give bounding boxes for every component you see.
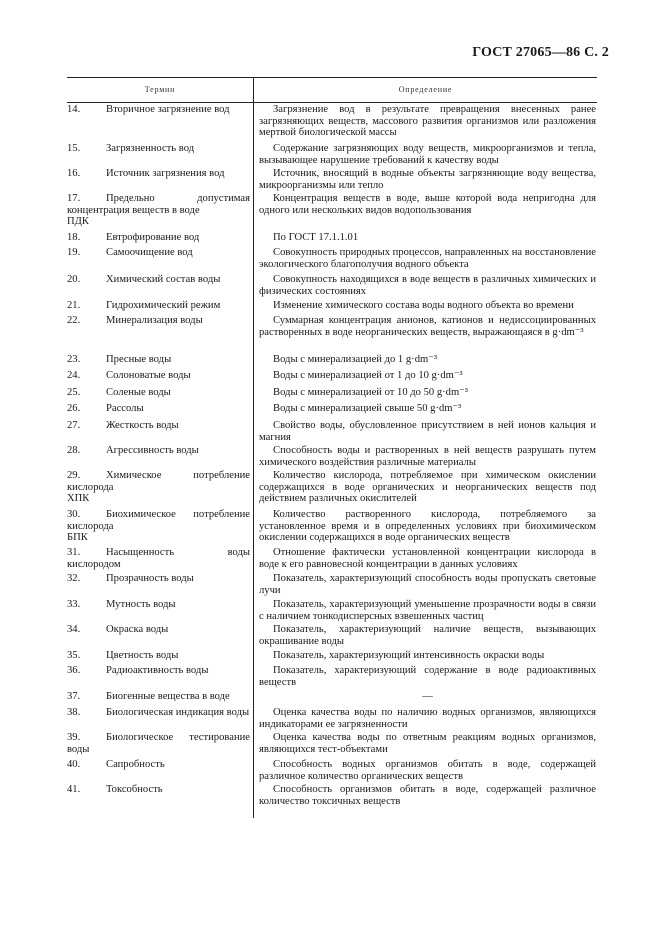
term-cell [67, 193, 250, 228]
term-cell [67, 403, 250, 415]
term-number: 39. [67, 732, 81, 743]
term-text: Жесткость воды [106, 420, 179, 431]
term-text: Рассолы [106, 403, 144, 414]
term-cell [67, 420, 250, 432]
column-divider [253, 77, 254, 818]
definition-cell: Способность организмов обитать в воде, содержащей различное количество токсичных веществ [259, 784, 596, 807]
term-text: Радиоактивность воды [106, 665, 209, 676]
term-cell [67, 509, 250, 544]
term-text: Самоочищение вод [106, 247, 193, 258]
term-number: 28. [67, 445, 81, 456]
term-cell [67, 650, 250, 662]
term-text: Биохимическое потребление кислорода [67, 509, 250, 532]
definition-cell: Способность водных организмов обитать в воде, содержащей различное количество органических веществ [259, 759, 596, 782]
term-cell [67, 247, 250, 259]
term-number: 31. [67, 547, 81, 558]
term-number: 30. [67, 509, 81, 520]
term-number: 35. [67, 650, 81, 661]
term-cell [67, 232, 250, 244]
term-cell [67, 759, 250, 771]
definition-cell: Оценка качества воды по наличию водных организмов, являющихся индикаторами ее загрязненности [259, 707, 596, 730]
term-text: Предельно допустимая концентрация веществ в воде [67, 193, 250, 216]
definition-cell: Показатель, характеризующий содержание в воде радиоактивных веществ [259, 665, 596, 688]
term-abbreviation: БПК [67, 532, 88, 543]
table-top-rule [67, 77, 597, 78]
term-cell [67, 691, 250, 703]
column-header-term: Термин [144, 85, 176, 94]
definition-cell: Источник, вносящий в водные объекты загрязняющие воду вещества, микроорганизмы или тепло [259, 168, 596, 191]
term-cell [67, 387, 250, 399]
term-cell [67, 370, 250, 382]
term-text: Сапробность [106, 759, 165, 770]
term-text: Вторичное загрязнение вод [106, 104, 230, 115]
definition-cell: Концентрация веществ в воде, выше которой вода непригодна для одного или нескольких видов водопользования [259, 193, 596, 216]
term-cell [67, 315, 250, 327]
term-number: 36. [67, 665, 81, 676]
term-number: 21. [67, 300, 81, 311]
term-number: 37. [67, 691, 81, 702]
term-text: Гидрохимический режим [106, 300, 221, 311]
term-text: Загрязненность вод [106, 143, 195, 154]
term-text: Источник загрязнения вод [106, 168, 225, 179]
definition-cell: Суммарная концентрация анионов, катионов и недиссоциированных растворенных в воде неорганических веществ, выражающаяся в g·dm⁻³ [259, 315, 596, 338]
term-cell [67, 354, 250, 366]
term-cell [67, 624, 250, 636]
term-text: Минерализация воды [106, 315, 203, 326]
term-text: Химический состав воды [106, 274, 221, 285]
term-cell [67, 143, 250, 155]
term-number: 14. [67, 104, 81, 115]
term-text: Прозрачность воды [106, 573, 194, 584]
definition-cell: Совокупность природных процессов, направленных на восстановление экологического благополучия водного объекта [259, 247, 596, 270]
term-cell [67, 732, 250, 755]
definition-cell: Воды с минерализацией свыше 50 g·dm⁻³ [273, 403, 462, 414]
term-text: Агрессивность воды [106, 445, 199, 456]
term-number: 27. [67, 420, 81, 431]
term-text: Биогенные вещества в воде [106, 691, 230, 702]
term-number: 41. [67, 784, 81, 795]
term-number: 33. [67, 599, 81, 610]
definition-cell: Свойство воды, обусловленное присутствием в ней ионов кальция и магния [259, 420, 596, 443]
term-text: Мутность воды [106, 599, 176, 610]
term-text: Химическое потребление кислорода [67, 470, 250, 493]
term-text: Солоноватые воды [106, 370, 191, 381]
term-text: Биологическое тестирование воды [67, 732, 250, 755]
definition-cell: Совокупность находящихся в воде веществ в различных химических и физических состояниях [259, 274, 596, 297]
term-number: 32. [67, 573, 81, 584]
definition-cell: — [422, 691, 433, 702]
definition-cell: Показатель, характеризующий наличие веществ, вызывающих окрашивание воды [259, 624, 596, 647]
term-cell [67, 784, 250, 796]
column-header-definition: Определение [398, 85, 453, 94]
definition-cell: Количество кислорода, потребляемое при химическом окислении содержащихся в воде органических и неорганических веществ под действием различных окислителей [259, 470, 596, 504]
term-text: Соленые воды [106, 387, 171, 398]
term-number: 23. [67, 354, 81, 365]
term-cell [67, 665, 250, 677]
definition-cell: Показатель, характеризующий интенсивность окраски воды [273, 650, 545, 661]
term-number: 34. [67, 624, 81, 635]
term-text: Насыщенность воды кислородом [67, 547, 250, 570]
definition-cell: Отношение фактически установленной концентрации кислорода в воде к его равновесной концентрации в данных условиях [259, 547, 596, 570]
term-cell [67, 104, 250, 116]
terms-table [67, 77, 597, 818]
term-number: 26. [67, 403, 81, 414]
term-cell [67, 599, 250, 611]
definition-cell: Воды с минерализацией от 10 до 50 g·dm⁻³ [273, 387, 468, 398]
term-number: 38. [67, 707, 81, 718]
definition-cell: Способность воды и растворенных в ней веществ разрушать путем химического воздействия различные материалы [259, 445, 596, 468]
term-number: 17. [67, 193, 81, 204]
definition-cell: Показатель, характеризующий уменьшение прозрачности воды в связи с наличием тонкодисперсных взвешенных частиц [259, 599, 596, 622]
term-number: 40. [67, 759, 81, 770]
term-number: 20. [67, 274, 81, 285]
term-cell [67, 573, 250, 585]
term-cell [67, 547, 250, 570]
term-text: Евтрофирование вод [106, 232, 200, 243]
term-cell [67, 470, 250, 505]
page-header-title: ГОСТ 27065—86 С. 2 [472, 45, 609, 60]
term-text: Токсобность [106, 784, 163, 795]
definition-cell: Загрязнение вод в результате превращения внесенных ранее загрязняющих веществ, массового развития организмов или разложения мертвой биологической массы [259, 104, 596, 138]
term-number: 22. [67, 315, 81, 326]
term-number: 25. [67, 387, 81, 398]
definition-cell: Воды с минерализацией до 1 g·dm⁻³ [273, 354, 438, 365]
term-cell [67, 300, 250, 312]
term-text: Пресные воды [106, 354, 172, 365]
definition-cell: Воды с минерализацией от 1 до 10 g·dm⁻³ [273, 370, 463, 381]
definition-cell: Содержание загрязняющих воду веществ, микроорганизмов и тепла, вызывающее нарушение требований к качеству воды [259, 143, 596, 166]
term-number: 18. [67, 232, 81, 243]
definition-cell: Оценка качества воды по ответным реакциям водных организмов, являющихся тест-объектами [259, 732, 596, 755]
term-text: Биологическая индикация воды [106, 707, 250, 718]
term-number: 19. [67, 247, 81, 258]
term-number: 16. [67, 168, 81, 179]
term-text: Окраска воды [106, 624, 169, 635]
term-cell [67, 168, 250, 180]
definition-cell: Показатель, характеризующий способность воды пропускать световые лучи [259, 573, 596, 596]
definition-cell: По ГОСТ 17.1.1.01 [273, 232, 359, 243]
term-text: Цветность воды [106, 650, 179, 661]
table-header-rule [67, 102, 597, 103]
definition-cell: Количество растворенного кислорода, потребляемого за установленное время и в определенных условиях при биохимическом окислении содержащихся в воде органических веществ [259, 509, 596, 543]
term-number: 15. [67, 143, 81, 154]
definition-cell: Изменение химического состава воды водного объекта во времени [273, 300, 574, 311]
term-abbreviation: ХПК [67, 493, 90, 504]
term-abbreviation: ПДК [67, 216, 89, 227]
term-number: 24. [67, 370, 81, 381]
term-number: 29. [67, 470, 81, 481]
term-cell [67, 274, 250, 286]
term-cell [67, 707, 250, 719]
term-cell [67, 445, 250, 457]
